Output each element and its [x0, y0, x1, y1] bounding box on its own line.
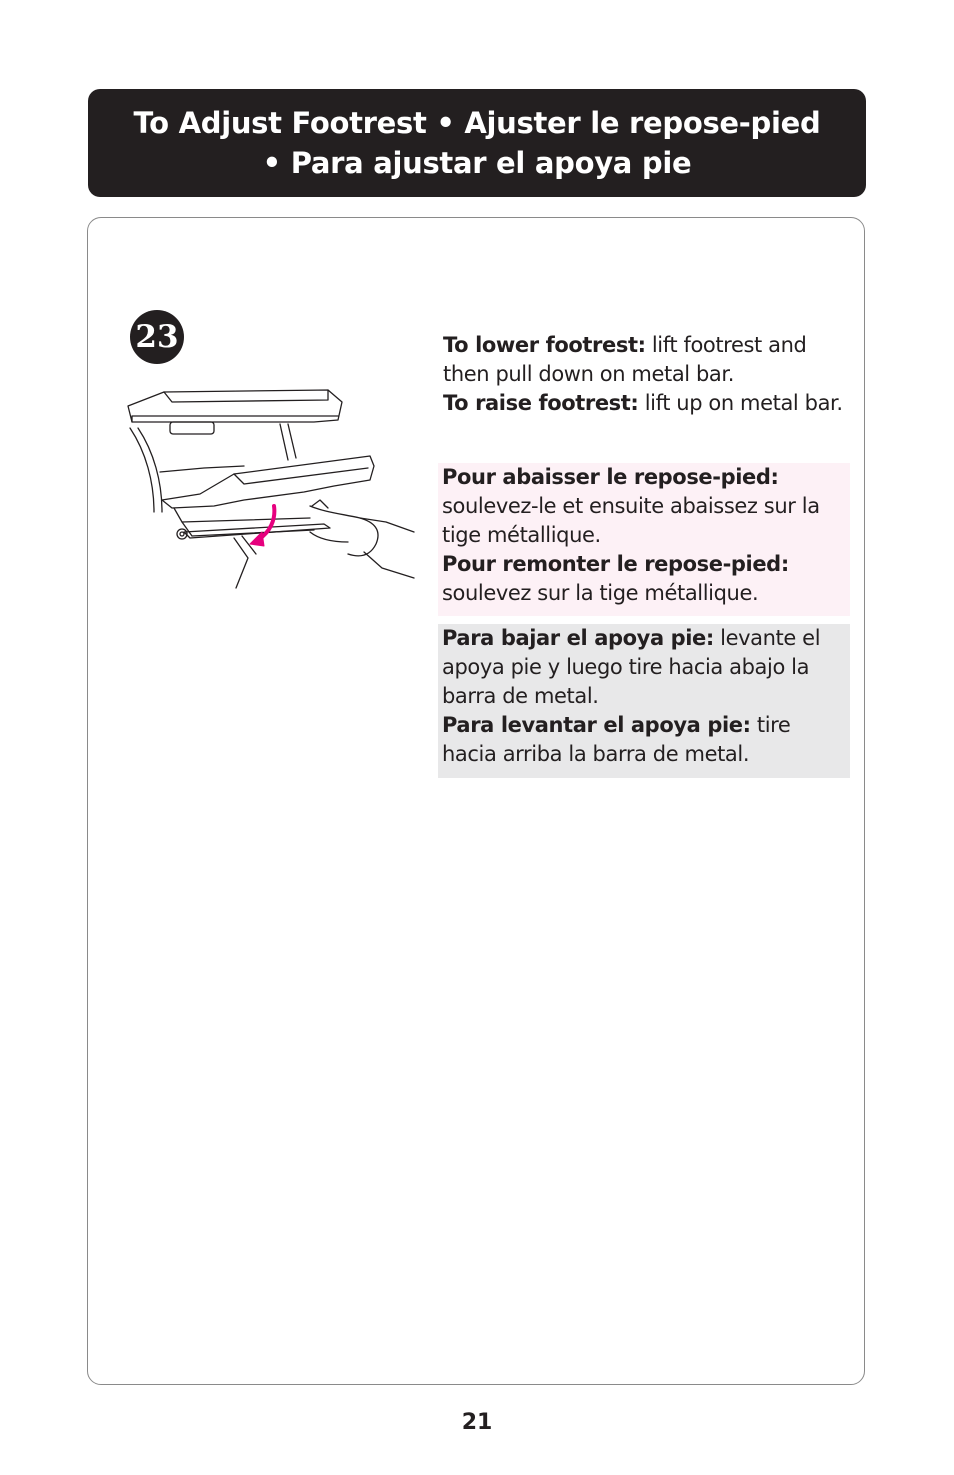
step-number-badge: 23 [130, 310, 184, 364]
french-instructions [438, 463, 850, 616]
footrest-illustration [124, 382, 420, 592]
spanish-instructions [438, 624, 850, 778]
spanish-lower-instruction [442, 624, 846, 711]
english-lower-label: To lower footrest: [443, 333, 646, 357]
spanish-lower-text: levante el apoya pie y luego tire hacia abajo la barra de metal. [442, 626, 821, 708]
spanish-raise-text: tire hacia arriba la barra de metal. [442, 713, 791, 766]
french-lower-instruction [442, 463, 846, 550]
french-raise-label: Pour remonter le repose-pied: [442, 552, 789, 576]
english-lower-instruction [443, 331, 846, 389]
french-raise-instruction [442, 550, 846, 608]
english-raise-label: To raise footrest: [443, 391, 639, 415]
spanish-lower-label: Para bajar el apoya pie: [442, 626, 714, 650]
english-raise-text: lift up on metal bar. [638, 391, 843, 415]
header-title-line-2: • Para ajustar el apoya pie [262, 146, 692, 180]
header-title-line-1: To Adjust Footrest • Ajuster le repose-pied [133, 106, 821, 140]
spanish-raise-instruction [442, 711, 846, 769]
french-lower-text: soulevez-le et ensuite abaissez sur la tige métallique. [442, 494, 820, 547]
french-raise-text: soulevez sur la tige métallique. [442, 581, 759, 605]
spanish-raise-label: Para levantar el apoya pie: [442, 713, 751, 737]
page-number: 21 [461, 1410, 493, 1435]
french-lower-label: Pour abaisser le repose-pied: [442, 465, 779, 489]
english-instructions [438, 331, 850, 418]
english-lower-text: lift footrest and then pull down on metal bar. [443, 333, 807, 386]
section-header [88, 89, 866, 197]
english-raise-instruction [443, 389, 846, 418]
